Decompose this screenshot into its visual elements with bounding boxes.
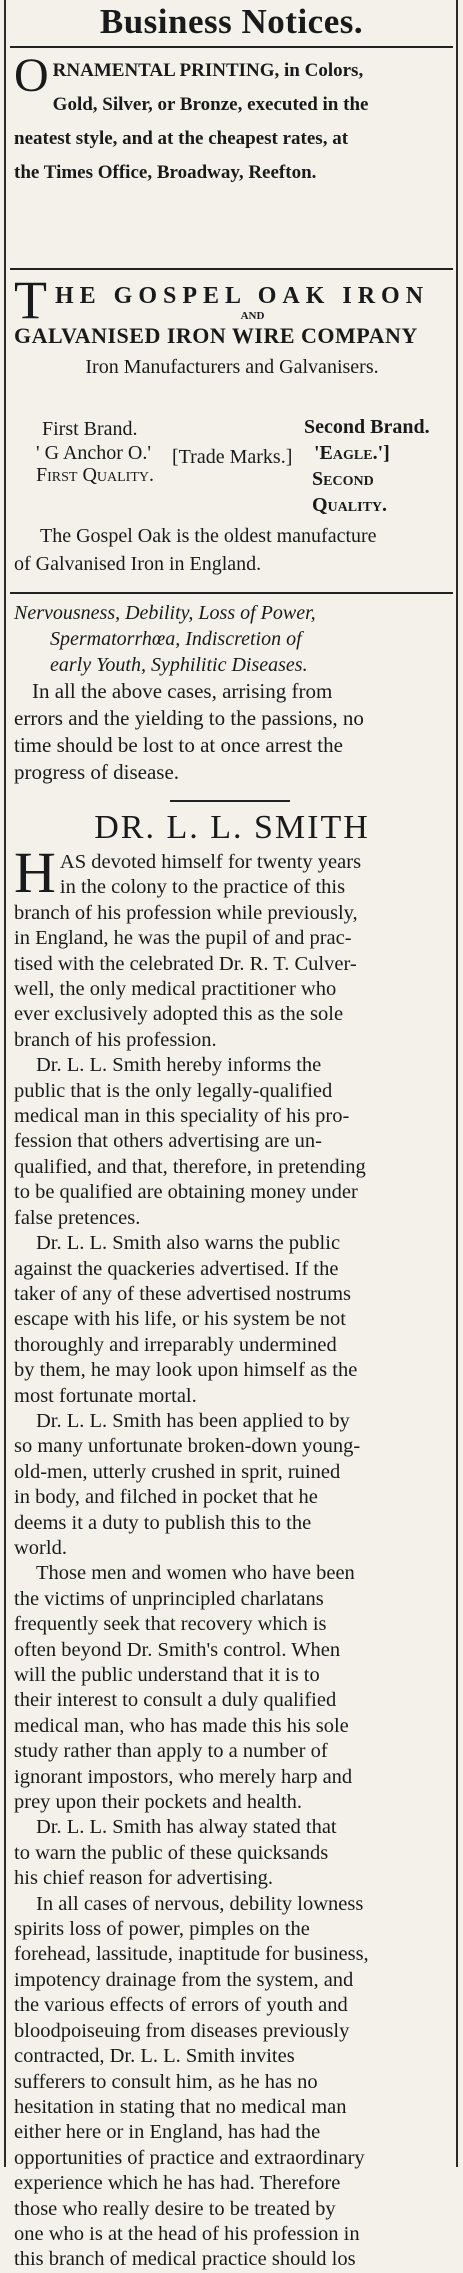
advert-line: [14, 1765, 450, 1790]
advert-line-text: in England, he was the pupil of and prac-: [14, 927, 352, 950]
advert-line-text: opportunities of practice and extraordinary: [14, 2146, 365, 2169]
gospel-footer: [14, 522, 450, 578]
body-line: errors and the yielding to the passions, no: [14, 706, 364, 730]
advert-line-text: branch of his profession.: [14, 1028, 217, 1051]
advert-line: [14, 1333, 450, 1358]
advert-line-text: will the public understand that it is to: [14, 1664, 320, 1686]
advert-title: DR. L. L. SMITH: [94, 809, 370, 846]
footer-line: The Gospel Oak is the oldest manufacture: [40, 525, 377, 547]
advert-line-text: to be qualified are obtaining money under: [14, 1181, 358, 1204]
advert-line-text: taker of any of these advertised nostrums: [14, 1282, 352, 1305]
advert-line-text: their interest to consult a duly qualified: [14, 1689, 337, 1712]
notice-line: neatest style, and at the cheapest rates, at: [14, 128, 349, 149]
advert-line-text: Those men and women who have been: [36, 1562, 355, 1585]
advert-line-text: Dr. L. L. Smith hereby informs the: [36, 1054, 322, 1077]
advert-line: [14, 2146, 450, 2171]
advert-line: [14, 1002, 450, 1027]
advert-line-text: tised with the celebrated Dr. R. T. Culver-: [14, 952, 357, 975]
advert-line-text: well, the only medical practitioner who: [14, 978, 337, 1001]
advert-line-text: sufferers to consult him, as he has no: [14, 2070, 318, 2093]
advert-line: [14, 1053, 450, 1078]
divider: [10, 46, 453, 48]
advert-line: [14, 2044, 450, 2069]
advert-line-text: Dr. L. L. Smith has alway stated that: [36, 1816, 337, 1839]
first-quality: First Quality.: [36, 464, 155, 486]
advert-line: [14, 2171, 450, 2196]
advert-line: [14, 1536, 450, 1561]
advert-line-text: contracted, Dr. L. L. Smith invites: [14, 2045, 295, 2068]
advert-line-text: AS devoted himself for twenty years: [59, 851, 362, 873]
advert-line: [14, 1917, 450, 1942]
divider: [10, 268, 453, 270]
dropcap: T: [14, 270, 53, 330]
notice-line: Gold, Silver, or Bronze, executed in the: [52, 94, 369, 115]
notice-line: RNAMENTAL PRINTING, in Colors,: [52, 60, 364, 81]
advert-line: [14, 1561, 450, 1586]
advert-line-text: against the quackeries advertised. If the: [14, 1257, 339, 1280]
advert-line-text: frequently seek that recovery which is: [14, 1613, 327, 1636]
company-name-line2: GALVANISED IRON WIRE COMPANY: [14, 323, 418, 348]
advert-line-text: so many unfortunate broken-down young-: [14, 1435, 361, 1458]
advert-line: [14, 977, 450, 1002]
advert-line: [14, 1587, 450, 1612]
advert-line: [14, 2070, 450, 2095]
advert-line-text: one who is at the head of his profession in: [14, 2222, 360, 2245]
advert-line: [14, 1612, 450, 1637]
section-heading: Business Notices.: [99, 2, 364, 41]
advert-line: [14, 1790, 450, 1815]
advert-line: [14, 1993, 450, 2018]
advert-line: [14, 1663, 450, 1688]
company-subtitle: Iron Manufacturers and Galvanisers.: [85, 356, 379, 378]
ailment-line: Nervousness, Debility, Loss of Power,: [14, 602, 316, 624]
advert-line: [14, 1866, 450, 1891]
advert-line: [14, 1638, 450, 1663]
advert-line-text: by them, he may look upon himself as the: [14, 1359, 358, 1382]
advert-line-text: ever exclusively adopted this as the sole: [14, 1003, 344, 1026]
advert-body: [14, 840, 450, 2273]
advert-line: [14, 1129, 450, 1154]
advert-line: [14, 2222, 450, 2247]
dr-smith-advertisement: [14, 806, 450, 2273]
second-brand-mark: 'Eagle.']: [314, 442, 390, 464]
advert-line: [14, 901, 450, 926]
body-line: time should be lost to at once arrest the: [14, 733, 343, 757]
advert-line-text: public that is the only legally-qualified: [14, 1079, 333, 1102]
brand-table: [14, 416, 450, 516]
advert-line-text: the various effects of errors of youth and: [14, 1994, 348, 2017]
advert-paragraph: [14, 1409, 450, 1561]
advert-line-text: this branch of medical practice should los: [14, 2248, 356, 2271]
advert-line-text: bloodpoiseuing from diseases previously: [14, 2019, 350, 2042]
advert-paragraph: [14, 1892, 450, 2273]
advert-line-text: fession that others advertising are un-: [14, 1130, 322, 1153]
advert-line-text: ignorant impostors, who merely harp and: [14, 1765, 353, 1788]
advert-line: [14, 1206, 450, 1231]
advert-line: [14, 952, 450, 977]
advert-line-text: deems it a duty to publish this to the: [14, 1511, 312, 1534]
advert-paragraph: [14, 1053, 450, 1231]
advert-line: [14, 1257, 450, 1282]
advert-paragraph: [14, 840, 450, 1053]
advert-line: [14, 1892, 450, 1917]
advert-line: [14, 1409, 450, 1434]
advert-line: [14, 1968, 450, 1993]
advert-line-text: In all cases of nervous, debility lowness: [36, 1892, 364, 1915]
advert-line-text: the victims of unprincipled charlatans: [14, 1587, 324, 1610]
advert-line-text: to warn the public of these quicksands: [14, 1841, 329, 1864]
dropcap: O: [14, 49, 49, 102]
advert-line: [14, 1155, 450, 1180]
advert-line-text: spirits loss of power, pimples on the: [14, 1918, 310, 1941]
advert-line-text: forehead, lassitude, inaptitude for business,: [14, 1943, 369, 1966]
advert-line: [14, 1028, 450, 1053]
and-word: AND: [240, 310, 265, 322]
ornamental-notice: [14, 49, 450, 190]
first-brand-label: First Brand.: [42, 418, 138, 440]
advert-line: [14, 1841, 450, 1866]
advert-line: [14, 1485, 450, 1510]
advert-line: [14, 2120, 450, 2145]
advert-line-text: Dr. L. L. Smith also warns the public: [36, 1232, 341, 1255]
advert-line: [14, 875, 450, 900]
advert-line-text: prey upon their pockets and health.: [14, 1791, 303, 1814]
second-brand-label: Second Brand.: [304, 416, 430, 438]
advert-line: [14, 1714, 450, 1739]
advert-paragraph: [14, 1561, 450, 1815]
advert-line-text: thoroughly and irreparably undermined: [14, 1333, 337, 1356]
divider: [10, 592, 453, 594]
ailment-line: early Youth, Syphilitic Diseases.: [50, 654, 308, 676]
advert-line: [14, 1384, 450, 1409]
advert-line: [14, 926, 450, 951]
notice-line: the Times Office, Broadway, Reefton.: [14, 162, 317, 183]
advert-line: [14, 1104, 450, 1129]
advert-line: [14, 1231, 450, 1256]
advert-line-text: study rather than apply to a number of: [14, 1740, 328, 1763]
advert-line: [14, 1460, 450, 1485]
advert-line: [14, 1815, 450, 1840]
advert-line-text: in body, and filched in pocket that he: [14, 1486, 318, 1509]
advert-line-text: in the colony to the practice of this: [59, 876, 346, 899]
column-rule-left: [4, 0, 6, 2167]
footer-line: of Galvanised Iron in England.: [14, 553, 262, 575]
advert-line-text: hesitation in stating that no medical man: [14, 2095, 347, 2118]
advert-line-text: his chief reason for advertising.: [14, 1867, 274, 1890]
advert-paragraph: [14, 1231, 450, 1409]
body-line: progress of disease.: [14, 760, 180, 784]
advert-line: [14, 1282, 450, 1307]
advert-line: [14, 1688, 450, 1713]
advert-line-text: qualified, and that, therefore, in pretending: [14, 1155, 366, 1178]
advert-line-text: either here or in England, has had the: [14, 2121, 321, 2144]
advert-line: [14, 1739, 450, 1764]
first-brand-mark: ' G Anchor O.': [36, 442, 151, 464]
advert-line: [14, 1942, 450, 1967]
advert-line: [14, 2247, 450, 2272]
dropcap: H: [14, 840, 56, 905]
second-quality: Second Quality.: [312, 468, 388, 516]
advert-line-text: false pretences.: [14, 1206, 141, 1229]
advert-line-text: Dr. L. L. Smith has been applied to by: [36, 1409, 350, 1432]
advert-line-text: impotency drainage from the system, and: [14, 1968, 354, 1991]
advert-line-text: most fortunate mortal.: [14, 1384, 197, 1407]
advert-line: [14, 2197, 450, 2222]
advert-line-text: escape with his life, or his system be not: [14, 1308, 346, 1331]
advert-line: [14, 1307, 450, 1332]
advert-line: [14, 2095, 450, 2120]
nervousness-notice: [14, 600, 450, 786]
gospel-oak-notice: [14, 270, 450, 384]
advert-paragraph: [14, 1815, 450, 1891]
advert-line: [14, 2019, 450, 2044]
column-rule-right: [456, 0, 458, 2167]
advert-line: [14, 1079, 450, 1104]
trade-marks: [Trade Marks.]: [172, 446, 293, 468]
advert-line-text: old-men, utterly crushed in sprit, ruined: [14, 1460, 341, 1483]
advert-line-text: branch of his profession while previously,: [14, 901, 358, 924]
advert-line-text: those who really desire to be treated by: [14, 2197, 336, 2220]
advert-line-text: experience which he has had. Therefore: [14, 2172, 341, 2195]
advert-line-text: medical man, who has made this his sole: [14, 1714, 349, 1737]
advert-line-text: medical man in this speciality of his pro-: [14, 1105, 350, 1128]
short-divider: [170, 800, 290, 802]
body-line: In all the above cases, arrising from: [32, 679, 333, 703]
advert-line-text: world.: [14, 1536, 67, 1559]
advert-line-text: often beyond Dr. Smith's control. When: [14, 1638, 341, 1661]
advert-line: [14, 1358, 450, 1383]
advert-line: [14, 1511, 450, 1536]
advert-line: [14, 1434, 450, 1459]
advert-line: [14, 1180, 450, 1205]
ailment-line: Spermatorrhœa, Indiscretion of: [50, 628, 302, 650]
company-name-line1: HE GOSPEL OAK IRON: [55, 283, 430, 309]
